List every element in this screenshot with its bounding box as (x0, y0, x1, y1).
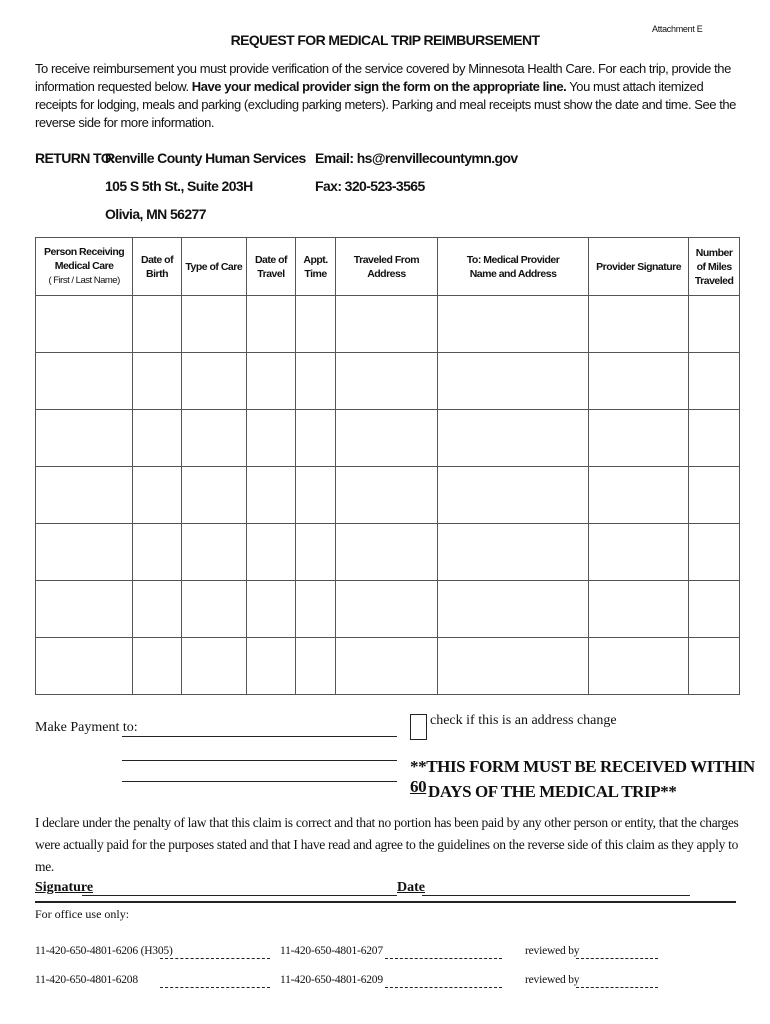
table-cell[interactable] (589, 410, 689, 467)
table-cell[interactable] (296, 296, 336, 353)
table-cell[interactable] (438, 581, 589, 638)
trip-table (35, 237, 740, 695)
table-cell[interactable] (296, 638, 336, 695)
table-cell[interactable] (181, 296, 246, 353)
reviewed-by-line-2[interactable] (576, 974, 658, 988)
header-line2: Birth (146, 267, 169, 280)
table-cell[interactable] (133, 638, 182, 695)
table-cell[interactable] (133, 581, 182, 638)
payment-address-line-1[interactable] (122, 760, 397, 761)
declaration-text: I declare under the penalty of law that this claim is correct and that no portion has been paid by any other person or entity, that the charges were actually paid for the purposes stated and that I have read and agree to the guidelines on the reverse side of this claim as they apply to me. (35, 815, 739, 874)
table-cell[interactable] (133, 353, 182, 410)
account-amount-line-6209[interactable] (385, 974, 502, 988)
intro-bold-instruction: Have your medical provider sign the form on the appropriate line. (191, 79, 567, 94)
table-cell[interactable] (36, 467, 133, 524)
return-to-email: Email: hs@renvillecountymn.gov (315, 150, 518, 166)
table-cell[interactable] (246, 296, 296, 353)
account-code-6208: 11-420-650-4801-6208 (35, 974, 138, 986)
table-cell[interactable] (689, 467, 740, 524)
signature-label: Signature (35, 880, 94, 895)
header-line2: of Miles (696, 260, 732, 273)
table-cell[interactable] (181, 410, 246, 467)
header-line1: Date of (140, 253, 174, 266)
table-cell[interactable] (36, 581, 133, 638)
office-use-label: For office use only: (35, 907, 130, 921)
table-cell[interactable] (589, 581, 689, 638)
payment-name-line[interactable] (122, 720, 397, 737)
intro-text-2: You must attach itemized receipts for lodging, meals and parking (excluding parking meters). Parking and meal receipts must show the date and time. See the reverse side for more information. (35, 79, 736, 130)
header-line1: To: Medical Provider (466, 253, 560, 266)
deadline-days: 60 (410, 777, 427, 796)
account-code-6206: 11-420-650-4801-6206 (H305) (35, 945, 173, 957)
table-cell[interactable] (589, 296, 689, 353)
table-cell[interactable] (181, 581, 246, 638)
table-cell[interactable] (438, 353, 589, 410)
table-cell[interactable] (246, 638, 296, 695)
return-to-fax: Fax: 320-523-3565 (315, 178, 425, 194)
reviewed-by-label-2: reviewed by (525, 974, 580, 986)
office-divider (35, 901, 736, 903)
header-line2: Name and Address (469, 267, 557, 280)
form-title: REQUEST FOR MEDICAL TRIP REIMBURSEMENT (230, 32, 540, 48)
header-line2: Address (367, 267, 406, 280)
table-cell[interactable] (133, 296, 182, 353)
return-to-label: RETURN TO: (35, 150, 116, 166)
table-cell[interactable] (335, 524, 437, 581)
header-line1: Number (695, 246, 733, 259)
address-change-checkbox[interactable] (410, 714, 427, 740)
return-to-city: Olivia, MN 56277 (105, 206, 206, 222)
attachment-label: Attachment E (652, 24, 703, 34)
table-cell[interactable] (589, 638, 689, 695)
table-cell[interactable] (246, 581, 296, 638)
table-cell[interactable] (438, 524, 589, 581)
table-cell[interactable] (133, 410, 182, 467)
account-amount-line-6206[interactable] (160, 945, 270, 959)
intro-text-1: To receive reimbursement you must provide verification of the service covered by Minnesota Health Care. For each trip, provide the information requested below. (35, 61, 731, 94)
header-line2: Medical Care (54, 260, 114, 272)
table-row (36, 353, 740, 410)
table-header-row (36, 238, 740, 296)
header-line2: Time (304, 267, 327, 280)
date-line[interactable] (422, 880, 690, 896)
table-cell[interactable] (181, 467, 246, 524)
table-cell[interactable] (335, 581, 437, 638)
table-cell[interactable] (36, 638, 133, 695)
column-header-3 (246, 238, 296, 296)
reviewed-by-line-1[interactable] (576, 945, 658, 959)
account-amount-line-6207[interactable] (385, 945, 502, 959)
table-cell[interactable] (296, 467, 336, 524)
table-cell[interactable] (689, 410, 740, 467)
table-cell[interactable] (438, 638, 589, 695)
account-code-6207: 11-420-650-4801-6207 (280, 945, 383, 957)
table-cell[interactable] (689, 638, 740, 695)
account-code-6209: 11-420-650-4801-6209 (280, 974, 383, 986)
table-cell[interactable] (335, 410, 437, 467)
column-header-2 (181, 238, 246, 296)
table-cell[interactable] (181, 524, 246, 581)
table-body (36, 296, 740, 695)
table-cell[interactable] (335, 296, 437, 353)
intro-paragraph (35, 60, 740, 132)
table-cell[interactable] (296, 410, 336, 467)
table-cell[interactable] (689, 353, 740, 410)
table-row (36, 410, 740, 467)
table-cell[interactable] (36, 410, 133, 467)
return-to-street: 105 S 5th St., Suite 203H (105, 178, 253, 194)
column-header-6 (438, 238, 589, 296)
address-change-label: check if this is an address change (430, 713, 617, 728)
table-cell[interactable] (438, 410, 589, 467)
header-line1: Provider Signature (596, 260, 682, 273)
table-cell[interactable] (133, 467, 182, 524)
return-to-name: Renville County Human Services (105, 150, 306, 166)
table-cell[interactable] (589, 353, 689, 410)
column-header-0 (36, 238, 133, 296)
table-row (36, 581, 740, 638)
table-cell[interactable] (36, 524, 133, 581)
table-cell[interactable] (335, 467, 437, 524)
table-row (36, 638, 740, 695)
table-cell[interactable] (36, 296, 133, 353)
header-line2: Travel (257, 267, 285, 280)
table-cell[interactable] (689, 296, 740, 353)
make-payment-label: Make Payment to: (35, 720, 138, 735)
table-cell[interactable] (246, 410, 296, 467)
header-line1: Traveled From (353, 253, 420, 266)
table-cell[interactable] (589, 524, 689, 581)
table-cell[interactable] (335, 353, 437, 410)
table-cell[interactable] (335, 638, 437, 695)
header-line1: Type of Care (185, 260, 243, 273)
column-header-1 (133, 238, 182, 296)
header-line1: Date of (254, 253, 288, 266)
reviewed-by-label-1: reviewed by (525, 945, 580, 957)
deadline-notice-text: **THIS FORM MUST BE RECEIVED WITHIN (410, 757, 755, 776)
column-header-4 (296, 238, 336, 296)
header-sub: Traveled (694, 274, 734, 287)
date-label: Date (397, 880, 425, 895)
signature-line[interactable] (82, 880, 397, 896)
table-row (36, 467, 740, 524)
deadline-notice-line-2: DAYS OF THE MEDICAL TRIP** (428, 782, 677, 801)
table-cell[interactable] (246, 353, 296, 410)
table-cell[interactable] (438, 296, 589, 353)
header-line1: Appt. (303, 253, 328, 266)
table-cell[interactable] (36, 353, 133, 410)
table-cell[interactable] (246, 467, 296, 524)
header-line1: Person Receiving (44, 246, 125, 258)
table-cell[interactable] (438, 467, 589, 524)
table-cell[interactable] (133, 524, 182, 581)
table-cell[interactable] (181, 353, 246, 410)
table-row (36, 524, 740, 581)
table-cell[interactable] (296, 353, 336, 410)
column-header-8 (689, 238, 740, 296)
table-cell[interactable] (246, 524, 296, 581)
table-cell[interactable] (296, 524, 336, 581)
table-cell[interactable] (589, 467, 689, 524)
table-cell[interactable] (296, 581, 336, 638)
header-sub: ( First / Last Name) (48, 275, 120, 286)
table-cell[interactable] (181, 638, 246, 695)
account-amount-line-6208[interactable] (160, 974, 270, 988)
table-cell[interactable] (689, 581, 740, 638)
payment-address-line-2[interactable] (122, 781, 397, 782)
table-row (36, 296, 740, 353)
column-header-7 (589, 238, 689, 296)
table-cell[interactable] (689, 524, 740, 581)
column-header-5 (335, 238, 437, 296)
